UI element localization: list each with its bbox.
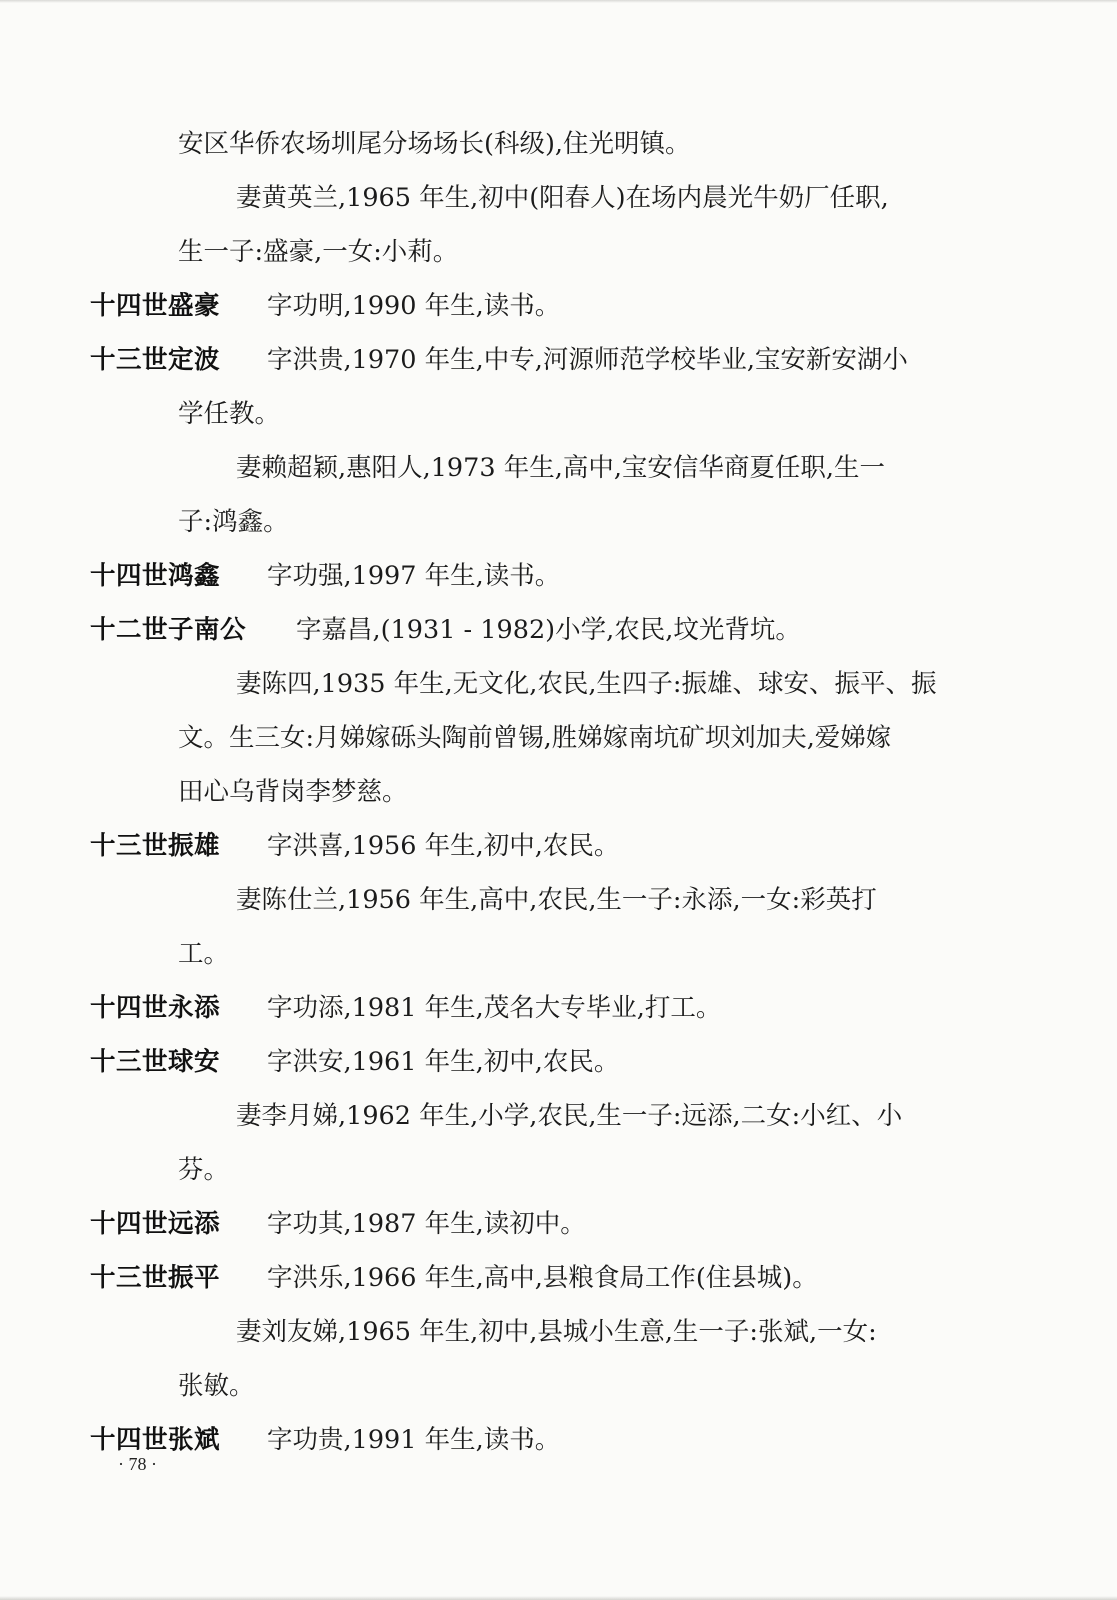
- line-text: 妻刘友娣,1965 年生,初中,县城小生意,生一子:张斌,一女:: [236, 1317, 877, 1347]
- generation-name: 十三世球安: [90, 1047, 221, 1077]
- line-text: 张敏。: [178, 1371, 255, 1401]
- entry-line: [0, 549, 1117, 603]
- generation-name: 十三世振雄: [90, 831, 221, 861]
- text-line: [0, 225, 1117, 279]
- entry-line: [0, 819, 1117, 873]
- generation-name: 十四世盛豪: [90, 291, 221, 321]
- line-text: 妻赖超颖,惠阳人,1973 年生,高中,宝安信华商夏任职,生一: [236, 453, 886, 483]
- generation-name: 十二世子南公: [90, 615, 247, 645]
- line-text: 字功强,1997 年生,读书。: [267, 561, 561, 591]
- line-text: 安区华侨农场圳尾分场场长(科级),住光明镇。: [178, 129, 691, 159]
- entry-line: [0, 1035, 1117, 1089]
- text-line: [0, 1305, 1117, 1359]
- line-text: 字洪乐,1966 年生,高中,县粮食局工作(住县城)。: [267, 1263, 818, 1293]
- text-line: [0, 1143, 1117, 1197]
- entry-line: [0, 981, 1117, 1035]
- generation-name: 十三世振平: [90, 1263, 221, 1293]
- text-line: [0, 927, 1117, 981]
- line-text: 子:鸿鑫。: [178, 507, 289, 537]
- entry-line: [0, 603, 1117, 657]
- line-text: 字功添,1981 年生,茂名大专毕业,打工。: [267, 993, 722, 1023]
- line-text: 工。: [178, 939, 230, 969]
- entry-line: [0, 333, 1117, 387]
- entry-line: [0, 1251, 1117, 1305]
- text-line: [0, 1359, 1117, 1413]
- generation-name: 十四世永添: [90, 993, 221, 1023]
- scan-edge-bottom: [0, 1596, 1117, 1600]
- text-line: [0, 657, 1117, 711]
- page-number: · 78 ·: [118, 1454, 157, 1474]
- text-line: [0, 495, 1117, 549]
- scan-edge-top: [0, 0, 1117, 3]
- text-line: [0, 171, 1117, 225]
- generation-name: 十四世远添: [90, 1209, 221, 1239]
- entry-line: [0, 1197, 1117, 1251]
- line-text: 字洪喜,1956 年生,初中,农民。: [267, 831, 620, 861]
- line-text: 芬。: [178, 1155, 230, 1185]
- text-line: [0, 1089, 1117, 1143]
- line-text: 妻陈四,1935 年生,无文化,农民,生四子:振雄、球安、振平、振: [236, 669, 937, 699]
- line-text: 字洪贵,1970 年生,中专,河源师范学校毕业,宝安新安湖小: [267, 345, 908, 375]
- line-text: 妻陈仕兰,1956 年生,高中,农民,生一子:永添,一女:彩英打: [236, 885, 877, 915]
- entry-line: [0, 279, 1117, 333]
- line-text: 字功明,1990 年生,读书。: [267, 291, 561, 321]
- text-line: [0, 873, 1117, 927]
- entry-line: [0, 1413, 1117, 1467]
- generation-name: 十四世鸿鑫: [90, 561, 221, 591]
- text-line: [0, 117, 1117, 171]
- text-line: [0, 441, 1117, 495]
- line-text: 文。生三女:月娣嫁砾头陶前曾锡,胜娣嫁南坑矿坝刘加夫,爱娣嫁: [178, 723, 892, 753]
- line-text: 字功贵,1991 年生,读书。: [267, 1425, 561, 1455]
- line-text: 学任教。: [178, 399, 281, 429]
- text-line: [0, 387, 1117, 441]
- text-line: [0, 765, 1117, 819]
- generation-name: 十三世定波: [90, 345, 221, 375]
- generation-name: 十四世张斌: [90, 1425, 221, 1455]
- text-line: [0, 711, 1117, 765]
- line-text: 生一子:盛豪,一女:小莉。: [178, 237, 459, 267]
- line-text: 田心乌背岗李梦慈。: [178, 777, 408, 807]
- line-text: 字功其,1987 年生,读初中。: [267, 1209, 586, 1239]
- line-text: 字洪安,1961 年生,初中,农民。: [267, 1047, 620, 1077]
- line-text: 妻李月娣,1962 年生,小学,农民,生一子:远添,二女:小红、小: [236, 1101, 903, 1131]
- line-text: 妻黄英兰,1965 年生,初中(阳春人)在场内晨光牛奶厂任职,: [236, 183, 889, 213]
- line-text: 字嘉昌,(1931 - 1982)小学,农民,坟光背坑。: [296, 615, 801, 645]
